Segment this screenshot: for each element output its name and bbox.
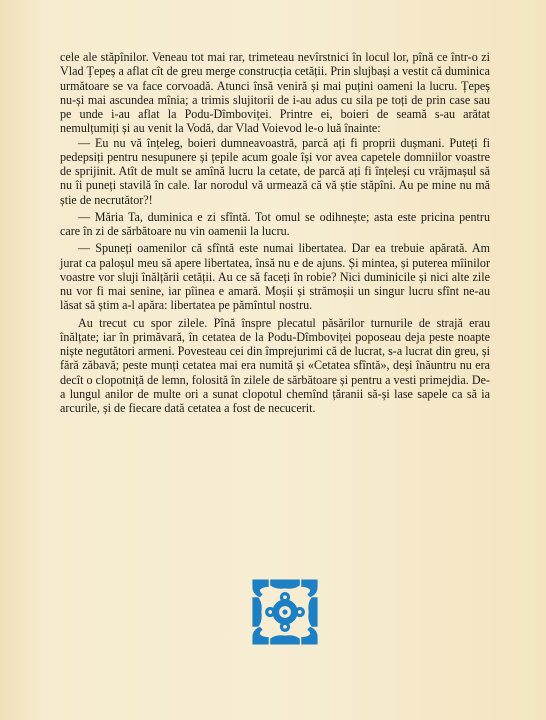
paragraph-narrative-1: cele ale stăpînilor. Veneau tot mai rar, trimeteau nevîrstnici în locul lor, pînă ce într-o zi Vlad Țepeș a aflat cît de greu merge construcția cetății. Prin slujbași a vestit că duminica următoare se va face corvoadă. Atunci însă veniră și mai puțini oameni la lucru. Țepeș nu-și mai ascundea mînia; a trimis slujitorii de i-au adus cu sila pe toți de prin case sau pe unde i-au aflat la Podu-Dîmboviței. Printre ei, boieri de seamă s-au arătat nemulțumiți și au venit la Vodă, dar Vlad Voievod le-o luă înainte: — [60, 50, 490, 136]
paragraph-dialogue-vlad-1: — Eu nu vă înțeleg, boieri dumneavoastră, parcă ați fi proprii dușmani. Puteți fi pedepsiți pentru nesupunere și țepile acum goale își vor avea capetele domniilor voastre de sprijinit. Atît de mult se amînă lucru la cetate, de parcă ați fi înțeleși cu vrăjmașul să nu îi puneți stavilă în cale. Iar norodul vă urmează că vă știe stăpîni. Au pe mine nu mă știe de necrutător?! — [60, 135, 490, 207]
paragraph-dialogue-boyars: — Măria Ta, duminica e zi sfîntă. Tot omul se odihnește; asta este pricina pentru care în zi de sărbătoare nu vin oamenii la lucru. — [60, 209, 490, 238]
paragraph-dialogue-vlad-2: — Spuneți oamenilor că sfîntă este numai libertatea. Dar ea trebuie apărată. Am jurat ca paloșul meu să apere libertatea, însă nu e de ajuns. Și mintea, și puterea mîinilor voastre vor sluji înălțării cetății. Au ce să faceți în robie? Nici duminicile și nici alte zile nu vor fi mai senine, iar pîinea e amară. Moșii și strămoșii un singur lucru sfînt ne-au lăsat să știm a-l apăra: libertatea pe pămîntul nostru. — [60, 241, 490, 313]
body-text — [60, 50, 490, 415]
folk-rosette-ornament-icon — [248, 575, 322, 649]
paragraph-narrative-2: Au trecut cu spor zilele. Pînă înspre plecatul păsărilor turnurile de strajă erau înălțate; iar în primăvară, în cetatea de la Podu-Dîmboviței poposeau deja peste noapte niște negutători armeni. Povesteau cei din împrejurimi că de lucrat, s-a lucrat din greu, și fără zăbavă; peste munți cetatea mai era numită și «Cetatea sfîntă», deși înăuntru nu era decît o clopotniță de lemn, folosită în zilele de sărbătoare și pentru a vesti primejdia. De-a lungul anilor de multe ori a sunat clopotul chemînd țăranii să-și lase sapele ca să ia arcurile, și de fiecare dată cetatea a fost de necucerit. — [60, 315, 490, 415]
